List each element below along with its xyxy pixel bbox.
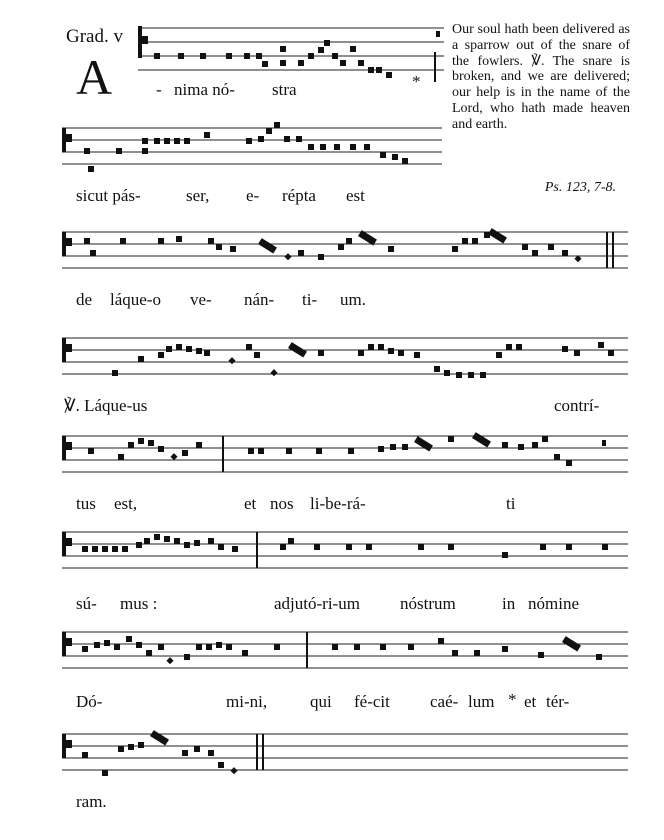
lyric-3-1: de (76, 290, 93, 309)
english-translation: Our soul hath been delivered as a sparrow out of the snare of the fowlers. ℣. The snare is broken, and we are delivered; our help is in the name of the Lord, who hath made heaven and earth. (452, 22, 630, 132)
lyric-7-5: caé- (430, 692, 459, 711)
lyric-3-2: láque-o (110, 290, 161, 309)
gradual-label: Grad. v (66, 26, 123, 47)
lyric-8-1: ram. (76, 792, 107, 811)
lyric-3-3: ve- (190, 290, 212, 309)
lyric-7-4: fé-cit (354, 692, 390, 711)
lyric-6-5: in (502, 594, 516, 613)
lyric-2-1: sicut pás- (76, 186, 141, 205)
asterisk: * (412, 72, 421, 91)
lyric-7-6: lum (468, 692, 495, 711)
lyric-7-asterisk: * (508, 690, 517, 709)
lyric-6-4: nóstrum (400, 594, 456, 613)
staff-3 (62, 224, 630, 284)
lyric-5-2: est, (114, 494, 138, 513)
staff-7 (62, 624, 630, 684)
lyric-2-4: répta (282, 186, 316, 205)
lyric-5-1: tus (76, 494, 96, 513)
staff-4 (62, 330, 630, 390)
lyric-6-3: adjutó-ri-um (274, 594, 360, 613)
lyric-7-7: et (524, 692, 537, 711)
lyric-7-8: tér- (546, 692, 570, 711)
staff-5 (62, 428, 630, 488)
initial-capital: A (76, 49, 113, 105)
lyric-6-6: nómine (528, 594, 579, 613)
psalm-reference: Ps. 123, 7-8. (544, 180, 616, 195)
lyric-1-2: nima nó- (174, 80, 235, 99)
lyric-5-6: ti (506, 494, 516, 513)
staff-2 (62, 118, 442, 178)
lyric-1-3: stra (272, 80, 297, 99)
lyric-6-2: mus : (120, 594, 158, 613)
lyric-4-2: contrí- (554, 396, 600, 415)
lyric-7-1: Dó- (76, 692, 103, 711)
lyric-7-2: mi-ni, (226, 692, 268, 711)
lyric-2-2: ser, (186, 186, 210, 205)
lyric-5-3: et (244, 494, 257, 513)
staff-8 (62, 726, 630, 786)
staff-6 (62, 524, 630, 584)
lyric-5-5: li-be-rá- (310, 494, 366, 513)
lyric-3-4: nán- (244, 290, 275, 309)
lyric-6-1: sú- (76, 594, 97, 613)
lyric-1-1: - (156, 80, 162, 99)
lyric-2-5: est (346, 186, 365, 205)
lyric-5-4: nos (270, 494, 294, 513)
lyric-2-3: e- (246, 186, 260, 205)
lyric-7-3: qui (310, 692, 332, 711)
lyric-3-5: ti- (302, 290, 318, 309)
staff-1 (138, 22, 446, 88)
lyric-3-6: um. (340, 290, 366, 309)
lyric-4-1: ℣. Láque-us (64, 396, 148, 415)
